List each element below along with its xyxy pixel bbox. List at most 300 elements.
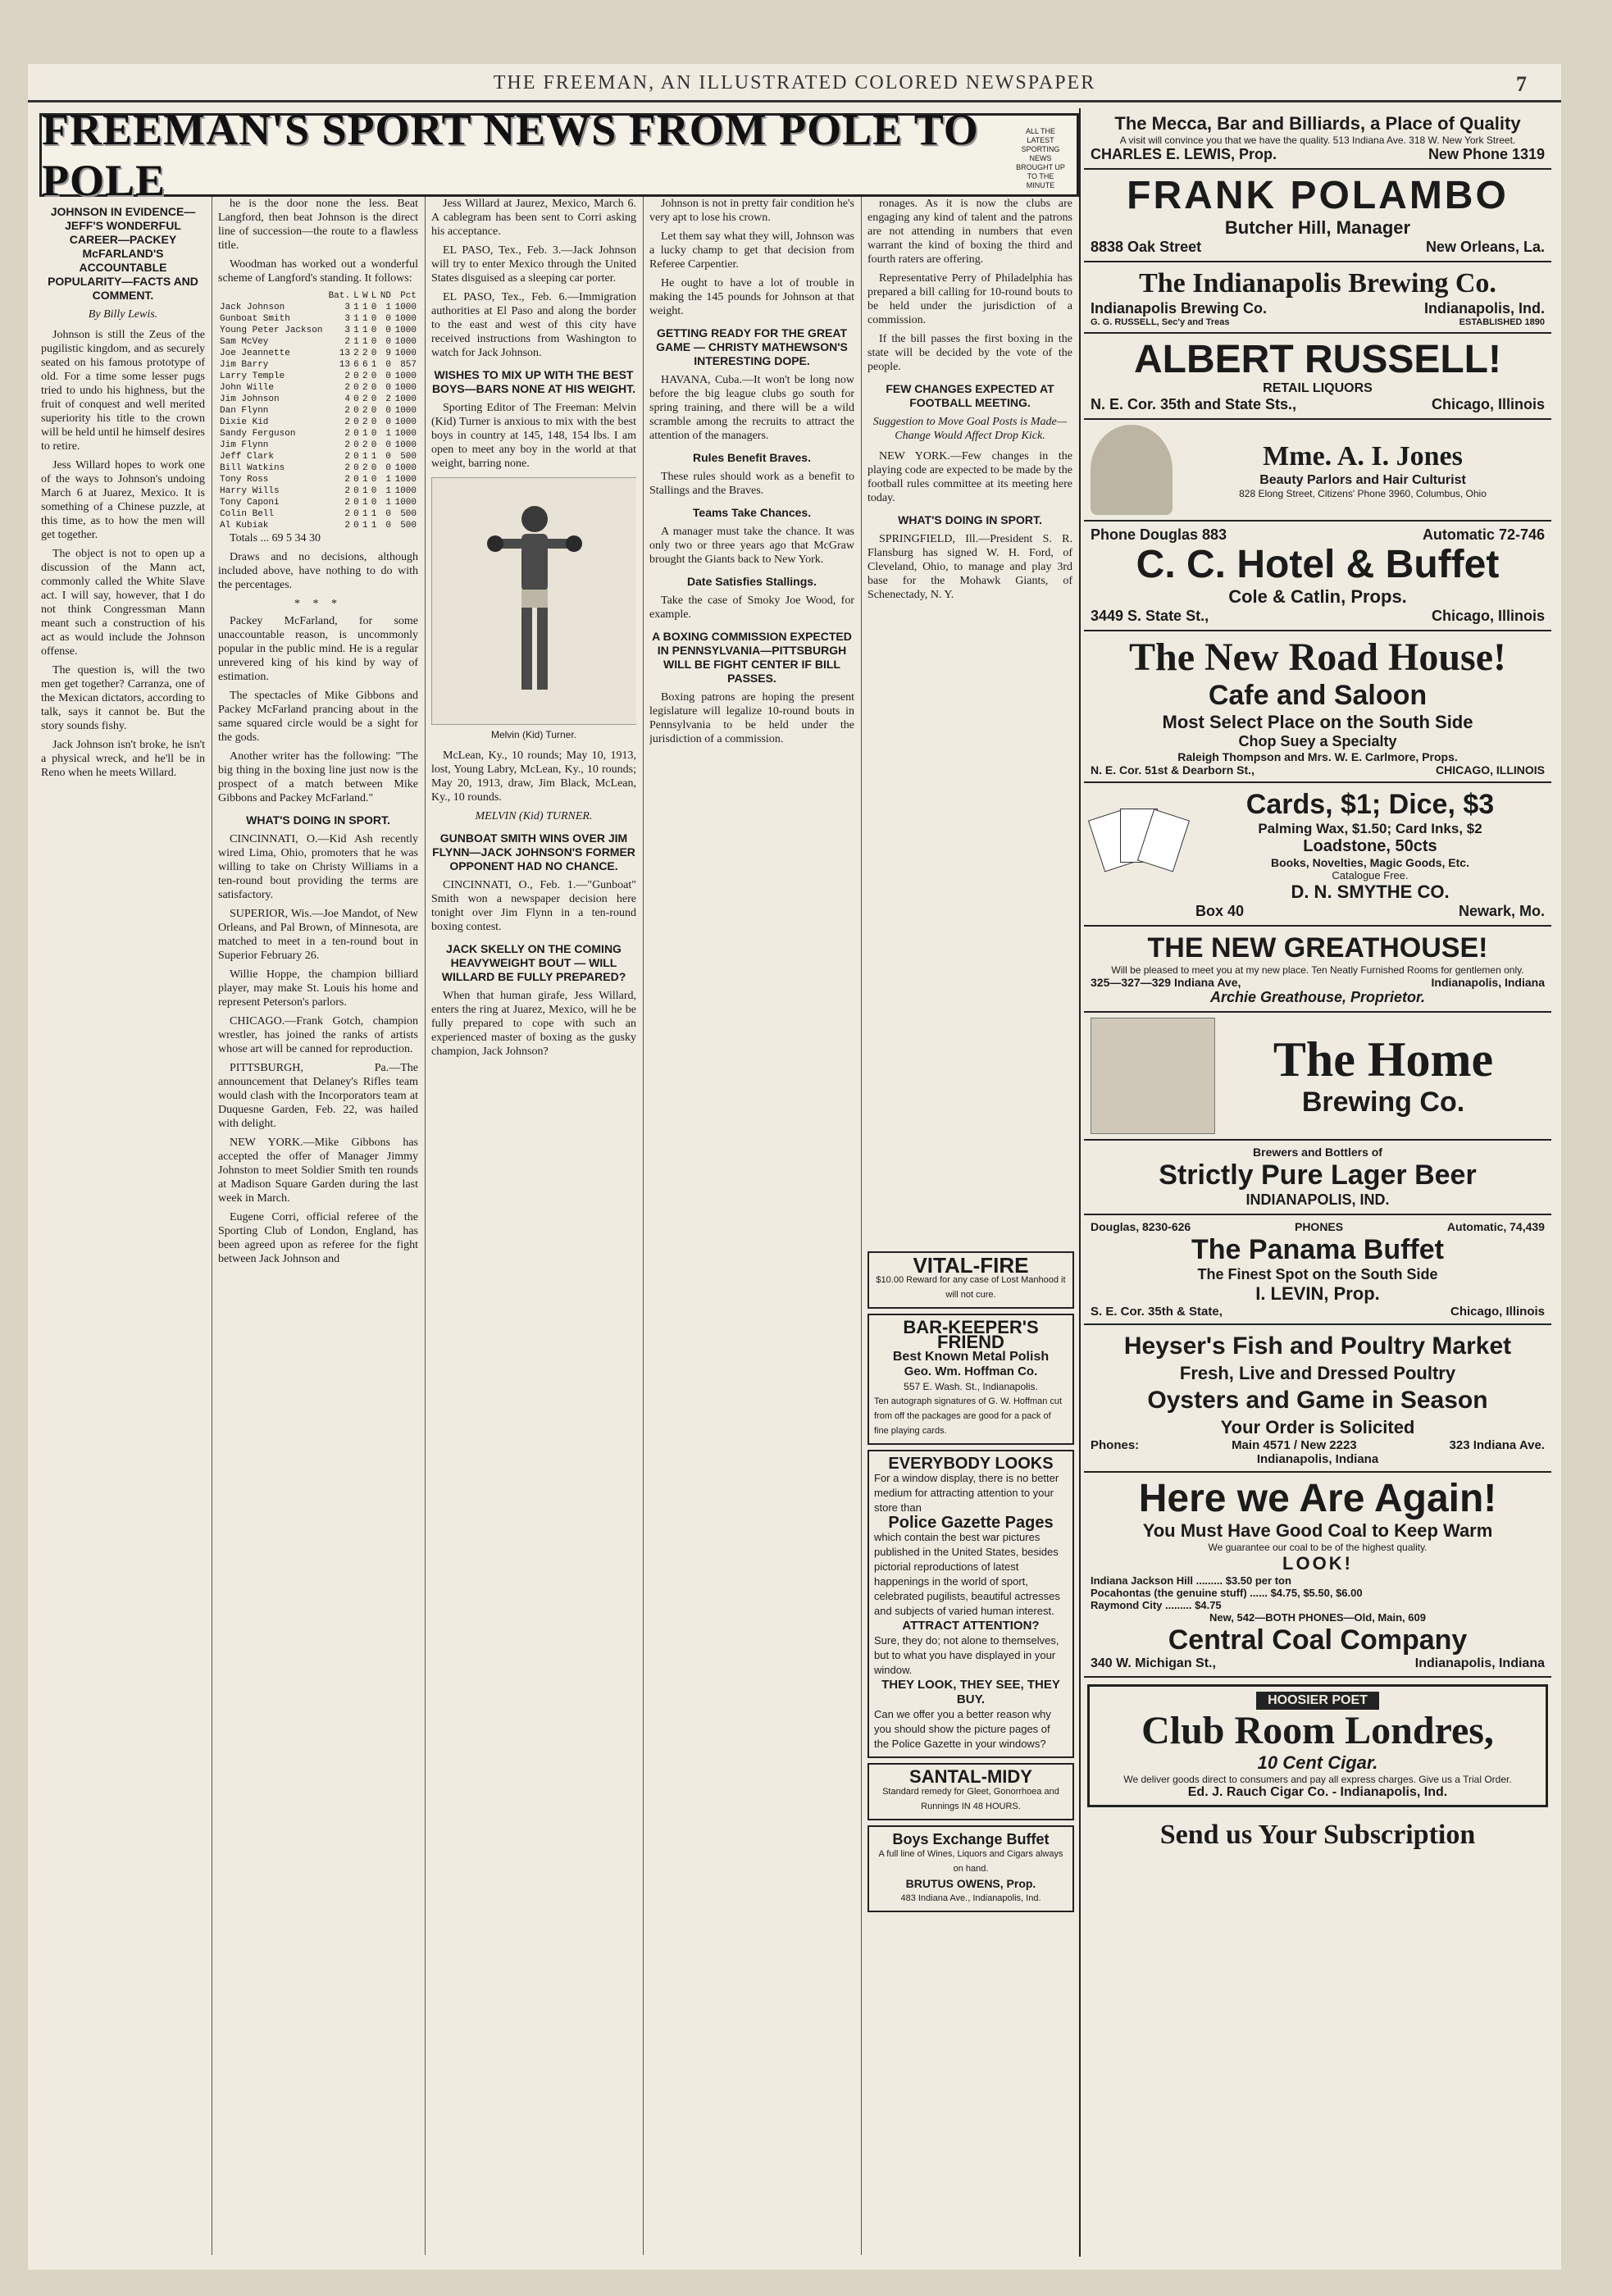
russell-sub: RETAIL LIQUORS	[1263, 381, 1373, 395]
table-cell: 0	[385, 452, 391, 462]
table-cell: 1000	[394, 371, 417, 381]
roadhouse-line: Most Select Place on the South Side	[1162, 712, 1473, 732]
hoosier-title: Club Room Londres,	[1141, 1709, 1494, 1752]
table-cell: 0	[385, 360, 391, 370]
col1-paragraph: Johnson is still the Zeus of the pugilistic kingdom, and as securely seated on his famous prototype of old. For a time some lesser pugs tried to undo his highness, but the fruit of conquest and well merited superiority his title to the crown will be held until he himself desires to retire.	[41, 329, 205, 453]
heyser-ad	[1084, 1325, 1551, 1473]
mecca-ad	[1084, 108, 1551, 170]
table-cell: 0	[371, 371, 377, 381]
table-cell: 500	[400, 521, 417, 531]
col5-deck: Suggestion to Move Goal Posts is Made—Change Would Affect Drop Kick.	[872, 416, 1068, 442]
advertising-column	[1084, 108, 1551, 2266]
roadhouse-suey: Chop Suey a Specialty	[1238, 733, 1397, 749]
table-cell: 1000	[394, 394, 417, 404]
table-header-row	[218, 290, 418, 302]
table-cell: 13	[339, 360, 350, 370]
table-cell: 0	[371, 463, 377, 473]
everybody-text4: Can we offer you a better reason why you should show the picture pages of the Police Gazette in your windows?	[874, 1708, 1051, 1750]
mecca-phone: New Phone 1319	[1428, 146, 1545, 162]
table-cell: 1000	[394, 417, 417, 427]
boys-title: Boys Exchange Buffet	[892, 1831, 1050, 1847]
table-cell: Jim Barry	[220, 360, 269, 370]
table-cell: Sam McVey	[220, 337, 269, 347]
heyser-address: 323 Indiana Ave.	[1449, 1438, 1545, 1452]
table-cell: 1000	[394, 463, 417, 473]
col3-record: McLean, Ky., 10 rounds; May 10, 1913, lost, Young Labry, McLean, Ky., 10 rounds; May 20, 1913, draw, Jim Black, McLean, Ky., 10 rounds.	[431, 749, 636, 804]
table-cell: 1000	[394, 303, 417, 312]
everybody-text: For a window display, there is no better medium for attracting attention to your store than	[874, 1472, 1059, 1514]
column-3	[431, 197, 636, 2255]
table-cell: 2	[344, 498, 350, 508]
table-cell: 0	[353, 429, 359, 439]
table-header: L	[371, 291, 377, 301]
table-cell: Sandy Ferguson	[220, 429, 296, 439]
home-title2: Brewing Co.	[1301, 1086, 1465, 1118]
col4-story: These rules should work as a benefit to Stallings and the Braves.	[649, 471, 854, 497]
col2-news: CHICAGO.—Frank Gotch, champion wrestler, has joined the ranks of artists whose art will be canned for reproduction.	[218, 1015, 418, 1055]
cards-line1: Palming Wax, $1.50; Card Inks, $2	[1258, 821, 1482, 836]
subscription-ad	[1084, 1814, 1551, 1856]
col2-news: CINCINNATI, O.—Kid Ash recently wired Lima, Ohio, promoters that he was willing to take on Christy Williams in a ten-round bout providing the terms are satisfactory.	[218, 833, 418, 901]
col3-paragraph: EL PASO, Tex., Feb. 6.—Immigration authorities at El Paso and along the border to the east and west of this city have received instructions from Washington to watch for Jack Johnson.	[431, 291, 636, 359]
table-row	[218, 440, 418, 451]
table-cell: 1	[362, 303, 368, 312]
table-cell: Dan Flynn	[220, 406, 269, 416]
home-brewing-ad	[1084, 1013, 1551, 1141]
indianapolis-est: ESTABLISHED 1890	[1459, 317, 1545, 327]
col2-paragraph: Packey McFarland, for some unaccountable reason, is uncommonly popular in the public mind. He is a regular unrevered king of his kind by way of estimation.	[218, 615, 418, 683]
portrait-icon	[1091, 425, 1173, 515]
bar-keepers-name: Geo. Wm. Hoffman Co.	[904, 1364, 1038, 1378]
table-cell: Joe Jeannette	[220, 348, 290, 358]
table-cell: Harry Wills	[220, 486, 280, 496]
col2-note: Draws and no decisions, although included above, have nothing to do with the percentages.	[218, 551, 418, 591]
banner-tag: ALL THE LATEST SPORTING NEWS BROUGHT UP TO THE MINUTE	[1016, 127, 1065, 189]
mecca-name: CHARLES E. LEWIS, Prop.	[1091, 146, 1277, 162]
santal-text: Standard remedy for Gleet, Gonorrhoea and Runnings IN 48 HOURS.	[882, 1787, 1059, 1811]
roadhouse-sub: Cafe and Saloon	[1208, 680, 1428, 711]
table-cell: 1000	[394, 326, 417, 335]
table-cell: 0	[371, 394, 377, 404]
column-5	[867, 197, 1072, 1238]
indianapolis-title: The Indianapolis Brewing Co.	[1139, 268, 1496, 298]
vital-fire-ad	[867, 1251, 1074, 1309]
col4-story: Take the case of Smoky Joe Wood, for example.	[649, 594, 854, 621]
col2-para: Woodman has worked out a wonderful scheme of Langford's standing. It follows:	[218, 258, 418, 285]
table-cell: Larry Temple	[220, 371, 285, 381]
table-header: ND	[380, 291, 391, 301]
table-cell: 500	[400, 452, 417, 462]
table-cell: 1	[371, 521, 377, 531]
heyser-main: Main 4571 / New 2223	[1232, 1438, 1357, 1452]
table-cell: 0	[385, 521, 391, 531]
table-cell: 2	[385, 394, 391, 404]
bar-keepers-ad	[867, 1314, 1074, 1445]
col5-story: SPRINGFIELD, Ill.—President S. R. Flansburg has signed W. H. Ford, of Cleveland, Ohio, to manage and play 3rd base for the Mohawk Giants, of Schenectady, N. Y.	[867, 533, 1072, 601]
table-cell: 2	[344, 337, 350, 347]
coal-item: Raymond City ......... $4.75	[1091, 1599, 1222, 1611]
table-cell: 0	[371, 406, 377, 416]
boys-text: A full line of Wines, Liquors and Cigars always on hand.	[878, 1849, 1063, 1874]
table-cell: 1	[353, 337, 359, 347]
table-cell: 0	[385, 440, 391, 450]
albert-russell-ad	[1084, 334, 1551, 420]
bar-keepers-sub: Best Known Metal Polish	[892, 1350, 1050, 1364]
boxer-figure-icon	[485, 494, 584, 708]
table-cell: 1	[385, 486, 391, 496]
jones-ad	[1084, 420, 1551, 522]
brewery-building-icon	[1091, 1018, 1215, 1134]
table-cell: 0	[371, 383, 377, 393]
heyser-order: Your Order is Solicited	[1220, 1417, 1415, 1437]
they-title: THEY LOOK, THEY SEE, THEY BUY.	[881, 1678, 1060, 1706]
table-header: L	[353, 291, 359, 301]
col4-intro: Johnson is not in pretty fair condition he's very apt to lose his crown.	[649, 198, 854, 224]
table-row	[218, 485, 418, 497]
col3-headline: WISHES TO MIX UP WITH THE BEST BOYS—BARS NONE AT HIS WEIGHT.	[431, 368, 636, 395]
subscription-title: Send us Your Subscription	[1159, 1820, 1476, 1850]
table-cell: 2	[344, 406, 350, 416]
boys-address: 483 Indiana Ave., Indianapolis, Ind.	[900, 1893, 1041, 1903]
table-row	[218, 348, 418, 359]
table-cell: 3	[344, 303, 350, 312]
table-cell: 2	[344, 521, 350, 531]
column-2	[218, 197, 418, 2255]
table-cell: 0	[353, 521, 359, 531]
coal-phones: New, 542—BOTH PHONES—Old, Main, 609	[1209, 1611, 1426, 1624]
table-row	[218, 382, 418, 394]
table-row	[218, 417, 418, 428]
col1-paragraph: Jack Johnson isn't broke, he isn't a physical wreck, and he'll be in Reno when he meets Willard.	[41, 739, 205, 779]
table-row	[218, 359, 418, 371]
table-cell: 0	[353, 452, 359, 462]
table-cell: 1	[371, 360, 377, 370]
table-row	[218, 405, 418, 417]
roadhouse-props: Raleigh Thompson and Mrs. W. E. Carlmore, Props.	[1177, 750, 1458, 763]
cc-hotel-ad	[1084, 522, 1551, 631]
table-row	[218, 462, 418, 474]
heyser-phones: Phones:	[1091, 1438, 1140, 1452]
col4-story: A manager must take the chance. It was only two or three years ago that McGraw brought the Giants back to New York.	[649, 526, 854, 566]
table-cell: 0	[353, 463, 359, 473]
col1-paragraph: The object is not to open up a discussion of the Mann act, commonly called the White Slave act. I will say, however, that I do not think Congressman Mann meant such a construction of his act as would include the Johnson offense.	[41, 548, 205, 658]
table-header	[218, 290, 326, 302]
separator: * * *	[294, 598, 342, 610]
column-4	[649, 197, 854, 2255]
table-cell: 2	[344, 429, 350, 439]
panama-phone2: Automatic, 74,439	[1446, 1220, 1545, 1233]
table-cell: 0	[371, 348, 377, 358]
table-cell: 0	[353, 486, 359, 496]
masthead	[28, 72, 1561, 100]
table-cell: Bill Watkins	[220, 463, 285, 473]
table-cell: Colin Bell	[220, 509, 275, 519]
table-cell: Young Peter Jackson	[220, 326, 323, 335]
coal-title: Here we Are Again!	[1138, 1477, 1497, 1520]
col2-news: NEW YORK.—Mike Gibbons has accepted the offer of Manager Jimmy Johnston to meet Soldier Smith ten rounds at Madison Square Garden during the last week in March.	[218, 1137, 418, 1205]
col3-paragraph: EL PASO, Tex., Feb. 3.—Jack Johnson will try to enter Mexico through the United States disguised as a sleeping car porter.	[431, 244, 636, 285]
everybody-title: EVERYBODY LOOKS	[888, 1455, 1054, 1473]
indianapolis-brewing-ad	[1084, 262, 1551, 334]
table-cell: Tony Caponi	[220, 498, 280, 508]
greathouse-city: Indianapolis, Indiana	[1431, 976, 1545, 989]
table-row	[218, 497, 418, 508]
col4-story: Boxing patrons are hoping the present legislature will legalize 10-round bouts in Pennsylvania to be held under the jurisdiction of a commission.	[649, 691, 854, 745]
table-row	[218, 325, 418, 336]
table-cell: 2	[362, 348, 368, 358]
home-beer: Strictly Pure Lager Beer	[1159, 1159, 1477, 1191]
table-cell: 2	[362, 394, 368, 404]
table-row	[218, 394, 418, 405]
coal-ad	[1084, 1473, 1551, 1678]
table-cell: 9	[385, 348, 391, 358]
santal-midy-ad	[867, 1763, 1074, 1820]
home-sub: Brewers and Bottlers of	[1253, 1146, 1382, 1159]
table-cell: 2	[362, 417, 368, 427]
table-cell: Jack Johnson	[220, 303, 285, 312]
vital-fire-title: VITAL-FIRE	[913, 1253, 1029, 1278]
heyser-sub: Fresh, Live and Dressed Poultry	[1179, 1363, 1456, 1383]
roadhouse-title: The New Road House!	[1128, 636, 1506, 679]
panama-title: The Panama Buffet	[1191, 1234, 1444, 1265]
cards-line2: Loadstone, 50cts	[1303, 837, 1437, 855]
table-cell: 2	[344, 486, 350, 496]
hoosier-sub: 10 Cent Cigar.	[1257, 1752, 1378, 1773]
table-cell: 0	[385, 383, 391, 393]
table-cell: 0	[371, 337, 377, 347]
col5-paragraph: If the bill passes the first boxing in the state will be decided by the vote of the people.	[867, 333, 1072, 373]
col1-headline: JOHNSON IN EVIDENCE—JEFF'S WONDERFUL CAREER—PACKEY McFARLAND'S ACCOUNTABLE POPULARITY—FACTS AND COMMENT.	[48, 205, 198, 302]
col4-story: HAVANA, Cuba.—It won't be long now before the big league clubs go south for spring training, and there will be a wild scramble among the recruits to attract the attention of the managers.	[649, 374, 854, 442]
table-cell: 3	[344, 314, 350, 324]
col4-subhead: Rules Benefit Braves.	[693, 451, 811, 464]
col2-paragraph: Another writer has the following: "The big thing in the boxing line just now is the prospect of a match between Mike Gibbons and Packey McFarland."	[218, 750, 418, 804]
table-cell: 0	[385, 337, 391, 347]
column-rule	[861, 197, 862, 2255]
table-row	[218, 313, 418, 325]
everybody-text3: Sure, they do; not alone to themselves, but to what you have displayed in your window.	[874, 1634, 1059, 1676]
table-cell: 0	[371, 314, 377, 324]
table-cell: 0	[371, 326, 377, 335]
coal-item: Pocahontas (the genuine stuff) ...... $4.75, $5.50, $6.00	[1091, 1587, 1363, 1599]
col3-signoff: MELVIN (Kid) TURNER.	[475, 810, 593, 822]
col2-news: PITTSBURGH, Pa.—The announcement that Delaney's Rifles team would clash with the Incorporators team at Duquesne Garden, Feb. 22, was hailed with delight.	[218, 1062, 418, 1130]
heyser-title: Heyser's Fish and Poultry Market	[1123, 1332, 1512, 1360]
cc-address: 3449 S. State St.,	[1091, 608, 1209, 624]
attract-title: ATTRACT ATTENTION?	[902, 1619, 1040, 1633]
boxer-photo	[431, 477, 636, 725]
greathouse-title: THE NEW GREATHOUSE!	[1147, 932, 1488, 963]
table-cell: 1	[362, 429, 368, 439]
col1-paragraph: Jess Willard hopes to work one of the ways to Johnson's undoing March 6 at Juarez, Mexico. It is something of a Chinese puzzle, at this time, as to how the men will get together.	[41, 459, 205, 541]
col3-story: CINCINNATI, O., Feb. 1.—"Gunboat" Smith won a newspaper decision here tonight over Jim Flynn in a ten-round boxing contest.	[431, 879, 636, 933]
table-cell: 1	[385, 303, 391, 312]
table-cell: 1	[362, 498, 368, 508]
col2-news: Willie Hoppe, the champion billiard player, may make St. Louis his home and represent Peterson's parlors.	[218, 968, 418, 1009]
table-cell: 0	[385, 417, 391, 427]
cards-title: Cards, $1; Dice, $3	[1245, 789, 1495, 820]
table-cell: 0	[371, 486, 377, 496]
table-cell: 2	[362, 463, 368, 473]
hoosier-line: We deliver goods direct to consumers and pay all express charges. Give us a Trial Order.	[1123, 1774, 1512, 1785]
polambo-title: FRANK POLAMBO	[1127, 174, 1509, 217]
table-cell: 1000	[394, 337, 417, 347]
cards-city: Newark, Mo.	[1458, 903, 1545, 919]
gazette-title: Police Gazette Pages	[888, 1514, 1054, 1532]
col2-intro: he is the door none the less. Beat Langford, then beat Johnson is the direct line of succession—the route to a flawless title.	[218, 198, 418, 252]
coal-note: We guarantee our coal to be of the highest quality.	[1208, 1542, 1428, 1553]
russell-city: Chicago, Illinois	[1431, 396, 1545, 412]
col2-news: SUPERIOR, Wis.—Joe Mandot, of New Orleans, and Pal Brown, of Minnesota, are matched to meet in a ten-round bout in Superior February 26.	[218, 908, 418, 962]
table-row	[218, 302, 418, 313]
col4-subhead: Teams Take Chances.	[692, 506, 812, 519]
panama-phone1: Douglas, 8230-626	[1091, 1220, 1191, 1233]
table-cell: 0	[353, 371, 359, 381]
table-cell: 1000	[394, 314, 417, 324]
table-cell: 1	[385, 429, 391, 439]
heyser-line: Oysters and Game in Season	[1147, 1387, 1488, 1414]
table-cell: 1000	[394, 383, 417, 393]
col4-headline: GETTING READY FOR THE GREAT GAME — CHRISTY MATHEWSON'S INTERESTING DOPE.	[656, 326, 848, 367]
col3-intro: Jess Willard at Jaurez, Mexico, March 6. A cablegram has been sent to Corri asking his acceptance.	[431, 198, 636, 238]
heyser-city: Indianapolis, Indiana	[1256, 1452, 1379, 1466]
masthead-title: THE FREEMAN, AN ILLUSTRATED COLORED NEWSPAPER	[493, 72, 1096, 93]
table-cell: Jim Flynn	[220, 440, 269, 450]
sport-banner	[39, 105, 1079, 205]
table-cell: 1	[353, 303, 359, 312]
santal-title: SANTAL-MIDY	[909, 1766, 1032, 1787]
table-cell: 1000	[394, 498, 417, 508]
table-row	[218, 474, 418, 485]
greathouse-ad	[1084, 927, 1551, 1013]
table-cell: 1	[353, 314, 359, 324]
table-row	[218, 336, 418, 348]
indianapolis-sec: G. G. RUSSELL, Sec'y and Treas	[1091, 317, 1230, 327]
cc-title: C. C. Hotel & Buffet	[1136, 543, 1500, 586]
col4-paragraph: Let them say what they will, Johnson was a lucky champ to get that decision from Referee Carpentier.	[649, 230, 854, 271]
greathouse-sub: Will be pleased to meet you at my new place. Ten Neatly Furnished Rooms for gentlemen only.	[1111, 964, 1524, 976]
masthead-rule	[28, 100, 1561, 102]
col2-paragraph: The spectacles of Mike Gibbons and Packey McFarland prancing about in the same squared circle would be a sight for the gods.	[218, 690, 418, 744]
table-cell: 0	[371, 498, 377, 508]
cards-box: Box 40	[1195, 903, 1245, 919]
table-cell: 1	[385, 498, 391, 508]
indianapolis-name: Indianapolis Brewing Co.	[1091, 300, 1268, 317]
indianapolis-city: Indianapolis, Ind.	[1423, 300, 1545, 317]
greathouse-address: 325—327—329 Indiana Ave,	[1091, 976, 1241, 989]
table-body	[218, 302, 418, 531]
cc-city: Chicago, Illinois	[1431, 608, 1545, 624]
bar-keepers-title: BAR-KEEPER'S FRIEND	[903, 1317, 1039, 1352]
col3-headline: GUNBOAT SMITH WINS OVER JIM FLYNN—JACK JOHNSON'S FORMER OPPONENT HAD NO CHANCE.	[432, 831, 635, 872]
table-cell: 2	[344, 463, 350, 473]
table-cell: 0	[385, 509, 391, 519]
cards-ad	[1084, 783, 1551, 927]
col5-intro: ronages. As it is now the clubs are engaging any kind of talent and the patrons are not attending in numbers that even warrant the kind of boxing the third and fourth raters are offering.	[867, 198, 1072, 266]
col2-news: Eugene Corri, official referee of the Sporting Club of London, England, has been agreed upon as referee for the fight between Jack Johnson and	[218, 1211, 418, 1265]
coal-look: LOOK!	[1282, 1553, 1353, 1574]
col1-paragraph: The question is, will the two men get together? Carranza, one of the Mexican dictators, according to talk, says it cannot be. But the story sounds fishy.	[41, 664, 205, 732]
col2-totals: Totals ... 69 5 34 30	[230, 532, 321, 544]
panama-phones: PHONES	[1294, 1220, 1344, 1233]
table-cell: 0	[385, 463, 391, 473]
table-cell: Al Kubiak	[220, 521, 269, 531]
col4-paragraph: He ought to have a lot of trouble in making the 145 pounds for Johnson at that weight.	[649, 277, 854, 317]
table-cell: 1	[362, 314, 368, 324]
cc-props: Cole & Catlin, Props.	[1228, 586, 1407, 607]
greathouse-prop: Archie Greathouse, Proprietor.	[1209, 989, 1426, 1005]
table-cell: 1	[362, 486, 368, 496]
coal-sub: You Must Have Good Coal to Keep Warm	[1142, 1520, 1493, 1541]
jones-title: Mme. A. I. Jones	[1263, 441, 1463, 472]
cc-phone2: Automatic 72-746	[1422, 526, 1545, 543]
banner-title: FREEMAN'S SPORT NEWS FROM POLE TO POLE	[42, 105, 979, 205]
col3-letter: Sporting Editor of The Freeman: Melvin (Kid) Turner is anxious to mix with the best boys in country at 145, 148, 154 lbs. I am open to meet any boy in the world at that weight, barring none.	[431, 402, 636, 470]
table-cell: Jim Johnson	[220, 394, 280, 404]
table-cell: 2	[362, 406, 368, 416]
russell-address: N. E. Cor. 35th and State Sts.,	[1091, 396, 1297, 412]
home-title: The Home	[1273, 1032, 1494, 1086]
table-header: Pct	[400, 291, 417, 301]
table-cell: 1	[353, 326, 359, 335]
table-cell: 1000	[394, 475, 417, 485]
col4-headline: A BOXING COMMISSION EXPECTED IN PENNSYLVANIA—PITTSBURGH WILL BE FIGHT CENTER IF BILL PASSES.	[652, 630, 852, 685]
hoosier-name: Ed. J. Rauch Cigar Co. - Indianapolis, Ind.	[1187, 1785, 1448, 1799]
cards-line4: Catalogue Free.	[1332, 869, 1409, 882]
panama-city: Chicago, Illinois	[1450, 1305, 1545, 1319]
table-cell: 0	[385, 326, 391, 335]
police-gazette-ad	[867, 1450, 1074, 1758]
table-cell: 2	[344, 371, 350, 381]
table-cell: 1	[385, 475, 391, 485]
coal-item: Indiana Jackson Hill ......... $3.50 per ton	[1091, 1574, 1291, 1587]
table-cell: 857	[400, 360, 417, 370]
table-cell: 1	[362, 337, 368, 347]
table-cell: 0	[353, 498, 359, 508]
jones-address: 828 Elong Street, Citizens' Phone 3960, Columbus, Ohio	[1239, 488, 1487, 499]
road-house-ad	[1084, 631, 1551, 783]
table-cell: 1	[371, 452, 377, 462]
table-row	[218, 520, 418, 531]
table-cell: 0	[385, 371, 391, 381]
mecca-title: The Mecca, Bar and Billiards, a Place of Quality	[1114, 113, 1521, 134]
playing-cards-icon	[1091, 805, 1189, 904]
table-cell: Jeff Clark	[220, 452, 275, 462]
vital-fire-text: $10.00 Reward for any case of Lost Manhood it will not cure.	[876, 1275, 1066, 1300]
table-cell: 1	[362, 452, 368, 462]
col2-section-head: WHAT'S DOING IN SPORT.	[246, 813, 390, 827]
boys-name: BRUTUS OWENS, Prop.	[905, 1877, 1036, 1890]
table-cell: Gunboat Smith	[220, 314, 290, 324]
table-cell: 0	[371, 475, 377, 485]
table-cell: 1000	[394, 348, 417, 358]
table-cell: 0	[385, 406, 391, 416]
table-cell: 500	[400, 509, 417, 519]
panama-sub: The Finest Spot on the South Side	[1197, 1266, 1438, 1282]
table-cell: 0	[371, 429, 377, 439]
table-cell: 1000	[394, 406, 417, 416]
col4-subhead: Date Satisfies Stallings.	[687, 575, 817, 588]
small-ads-column	[867, 1246, 1074, 2255]
table-cell: 1000	[394, 429, 417, 439]
russell-title: ALBERT RUSSELL!	[1134, 338, 1501, 381]
table-header: Bat.	[328, 291, 350, 301]
table-cell: 0	[371, 303, 377, 312]
table-header: W	[362, 291, 368, 301]
table-cell: 0	[353, 475, 359, 485]
home-city: INDIANAPOLIS, IND.	[1245, 1191, 1390, 1208]
table-row	[218, 371, 418, 382]
